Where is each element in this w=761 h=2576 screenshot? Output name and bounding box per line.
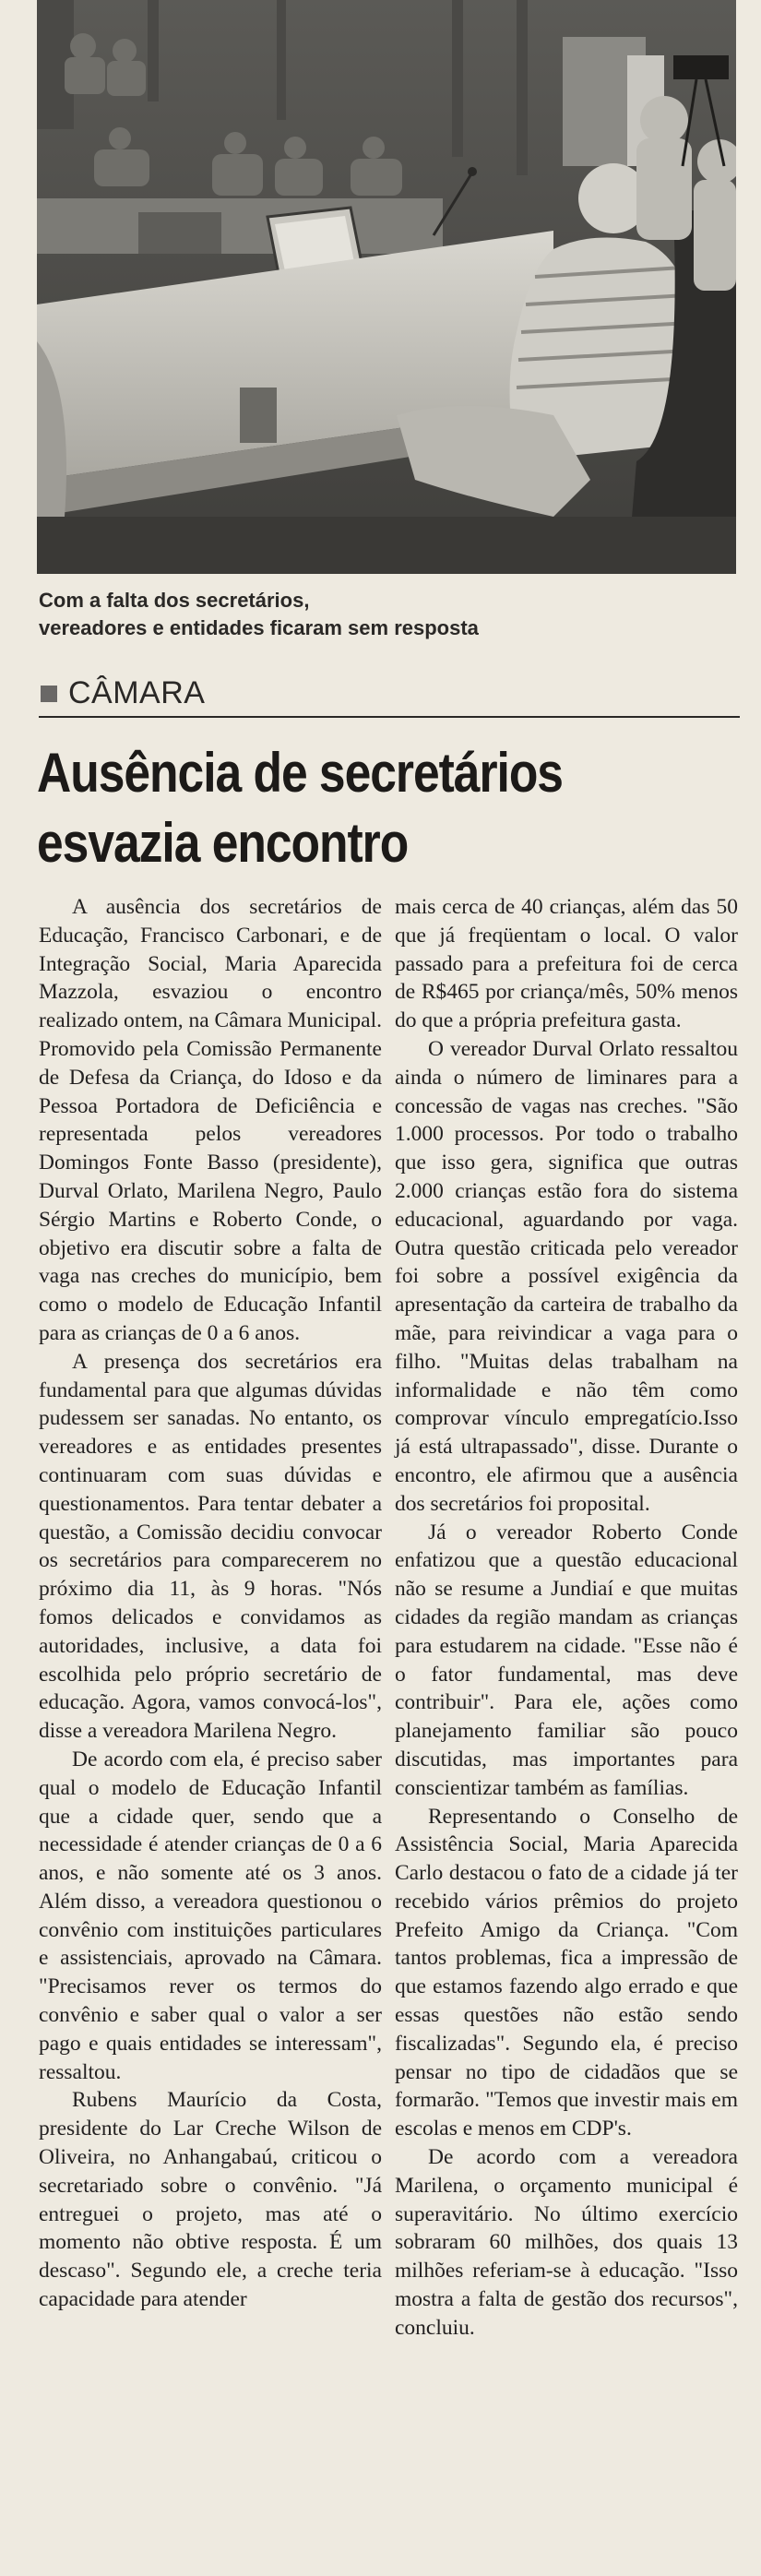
paragraph: De acordo com a vereadora Marilena, o orçamento municipal é superavitário. No último exercício sobraram 60 milhões, dos quais 13 milhões referiam-se à educação. "Isso mostra a falta de gestão dos recursos", concluiu. — [395, 2145, 738, 2340]
headline-line-2: esvazia encontro — [37, 812, 409, 874]
article-column-left — [39, 893, 382, 2314]
paragraph: Rubens Maurício da Costa, presidente do Lar Creche Wilson de Oliveira, no Anhangabaú, criticou o secretariado sobre o convênio. "Já entreguei o projeto, mas até o momento não obtive resposta. É um descaso". Segundo ele, a creche teria capacidade para atender — [39, 2088, 382, 2312]
paragraph: Representando o Conselho de Assistência Social, Maria Aparecida Carlo destacou o fato de a cidade já ter recebido vários prêmios do projeto Prefeito Amigo da Criança. "Com tantos problemas, fica a impressão de que estamos fazendo algo errado e que essas questões não estão sendo fiscalizadas". Segundo ela, é preciso pensar no tipo de cidadãos que se formarão. "Temos que investir mais em escolas e menos em CDP's. — [395, 1804, 738, 2141]
section-label: CÂMARA — [68, 675, 206, 710]
article-headline — [37, 738, 648, 878]
paragraph: A ausência dos secretários de Educação, Francisco Carbonari, e de Integração Social, Maria Aparecida Mazzola, esvaziou o encontro realizado ontem, na Câmara Municipal. Promovido pela Comissão Permanente de Defesa da Criança, do Idoso e da Pessoa Portadora de Deficiência e representada pelos vereadores Domingos Fonte Basso (presidente), Durval Orlato, Marilena Negro, Paulo Sérgio Martins e Roberto Conde, o objetivo era discutir sobre a falta de vaga nas creches do município, bem como o modelo de Educação Infantil para as crianças de 0 a 6 anos. — [39, 895, 382, 1345]
paragraph-continuation: mais cerca de 40 crianças, além das 50 que já freqüentam o local. O valor passado para a prefeitura foi de cerca de R$465 por criança/mês, 50% menos do que a própria prefeitura gasta. — [395, 895, 738, 1033]
paragraph: De acordo com ela, é preciso saber qual o modelo de Educação Infantil que a cidade quer, sendo que a necessidade é atender crianças de 0 a 6 anos, e não somente até os 3 anos. Além disso, a vereadora questionou o convênio com instituições particulares e assistenciais, aprovado na Câmara. "Precisamos rever os termos do convênio e saber qual o valor a ser pago e quais entidades se interessam", ressaltou. — [39, 1747, 382, 2084]
section-header — [39, 674, 740, 718]
paragraph: O vereador Durval Orlato ressaltou ainda o número de liminares para a concessão de vagas nas creches. "São 1.000 processos. Por todo o trabalho que isso gera, significa que outras 2.000 crianças estão fora do sistema educacional, aguardando por vaga. Outra questão criticada pelo vereador foi sobre a possível exigência da apresentação da carteira de trabalho da mãe, para reivindicar a vaga para o filho. "Muitas delas trabalham na informalidade e não têm como comprovar vínculo empregatício.Isso já está ultrapassado", disse. Durante o encontro, ele afirmou que a ausência dos secretários foi proposital. — [395, 1036, 738, 1516]
news-photo — [37, 0, 736, 574]
caption-line-2: vereadores e entidades ficaram sem resposta — [39, 616, 479, 639]
caption-line-1: Com a falta dos secretários, — [39, 589, 310, 612]
paragraph: A presença dos secretários era fundamental para que algumas dúvidas pudessem ser sanadas. No entanto, os vereadores e as entidades presentes continuaram com suas dúvidas e questionamentos. Para tentar debater a questão, a Comissão decidiu convocar os secretários para comparecerem no próximo dia 11, às 9 horas. "Nós fomos delicados e convidamos as autoridades, inclusive, a data foi escolhida pelo próprio secretário de educação. Agora, vamos convocá-los", disse a vereadora Marilena Negro. — [39, 1349, 382, 1744]
headline-line-1: Ausência de secretários — [37, 742, 563, 804]
council-chamber-photo-icon — [37, 0, 736, 574]
photo-caption — [39, 587, 740, 642]
article-column-right — [395, 893, 738, 2343]
paragraph: Já o vereador Roberto Conde enfatizou que a questão educacional não se resume a Jundiaí e que muitas cidades da região mandam as crianças para estudarem na cidade. "Esse não é o fator fundamental, mas deve contribuir". Para ele, ações como planejamento familiar são pouco discutidas, mas importantes para conscientizar também as famílias. — [395, 1520, 738, 1800]
section-square-icon — [41, 686, 57, 702]
